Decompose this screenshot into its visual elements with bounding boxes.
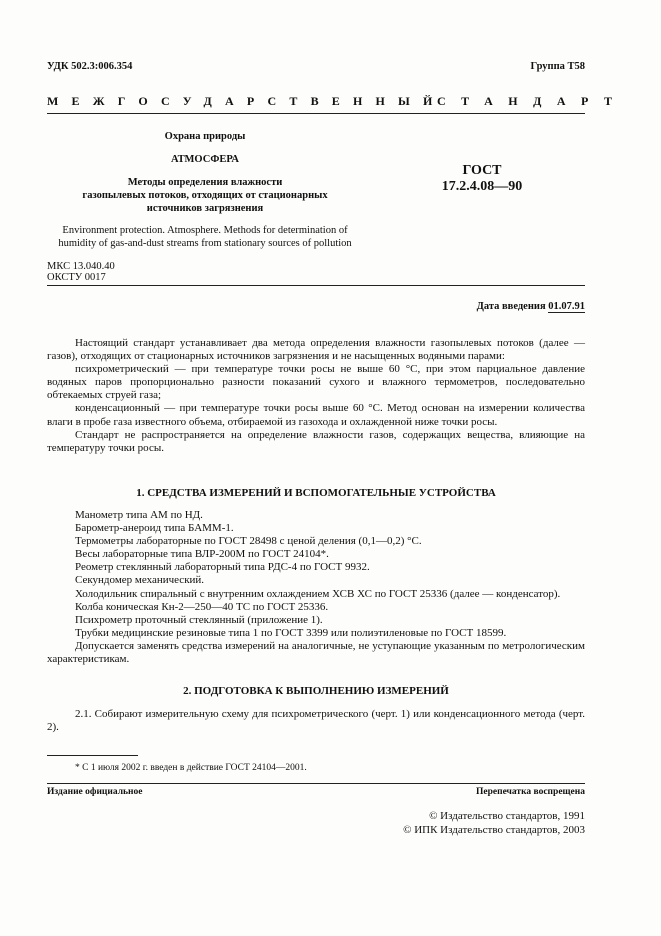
intro-paragraph-2: психрометрический — при температуре точки росы не выше 60 °С, при этом парциальное давление водяных паров пропорционально разности показаний сухого и влажного термометров, последовательно обтекаемых струей газа;	[47, 363, 585, 402]
group-code: Группа Т58	[530, 61, 585, 72]
title-line-5: источников загрязнения	[146, 203, 264, 214]
section-1-title: 1. СРЕДСТВА ИЗМЕРЕНИЙ И ВСПОМОГАТЕЛЬНЫЕ УСТРОЙСТВА	[136, 487, 496, 499]
footnote-rule	[47, 755, 138, 756]
english-title-2: humidity of gas-and-dust streams from stationary sources of pollution	[58, 238, 352, 249]
header-rule	[47, 113, 585, 114]
copyright-1: © Издательство стандартов, 1991	[429, 810, 585, 822]
interstate-word-1: МЕЖГОСУДАРСТВЕННЫЙ	[47, 94, 446, 108]
intro-text	[47, 337, 585, 455]
interstate-word-2: СТАНДАРТ	[437, 94, 628, 108]
title-rule	[47, 285, 585, 286]
intro-date-value: 01.07.91	[548, 301, 585, 312]
list-item: Трубки медицинские резиновые типа 1 по ГОСТ 3399 или полиэтиленовые по ГОСТ 18599.	[75, 626, 507, 639]
list-item: Барометр-анероид типа БАММ-1.	[75, 522, 234, 535]
section-2-title: 2. ПОДГОТОВКА К ВЫПОЛНЕНИЮ ИЗМЕРЕНИЙ	[183, 685, 449, 697]
reprint-notice: Перепечатка воспрещена	[475, 787, 585, 797]
title-line-1: Охрана природы	[164, 131, 246, 142]
footnote: * С 1 июля 2002 г. введен в действие ГОСТ 24104—2001.	[75, 763, 307, 773]
gost-number: 17.2.4.08—90	[441, 179, 523, 194]
intro-paragraph-3: конденсационный — при температуре точки росы выше 60 °С. Метод основан на измерении количества влаги в пробе газа известного объема, отбираемой из газохода и охлажденной ниже точки росы.	[47, 402, 585, 428]
list-item: Реометр стеклянный лабораторный типа РДС-4 по ГОСТ 9932.	[75, 561, 370, 574]
list-item: Секундомер механический.	[75, 574, 205, 587]
section-2-text	[47, 708, 585, 734]
intro-date	[477, 301, 585, 312]
section-1-list	[47, 509, 585, 666]
intro-paragraph-1: Настоящий стандарт устанавливает два метода определения влажности газопылевых потоков (далее — газов), отходящих от стационарных источников загрязнения и не насыщенных водяными парами:	[47, 337, 585, 363]
list-item: Психрометр проточный стеклянный (приложение 1).	[75, 613, 323, 626]
footer-rule	[47, 783, 585, 784]
list-item: Весы лабораторные типа ВЛР-200М по ГОСТ 24104*.	[75, 548, 329, 561]
list-item: Манометр типа АМ по НД.	[75, 509, 203, 521]
title-line-4: газопылевых потоков, отходящих от стационарных	[82, 190, 328, 201]
list-item: Холодильник спиральный с внутренним охлаждением ХСВ ХС по ГОСТ 25336 (далее — конденсатор).	[75, 587, 561, 600]
intro-paragraph-4: Стандарт не распространяется на определение влажности газов, содержащих вещества, влияющие на температуру точки росы.	[47, 428, 585, 454]
list-item: Термометры лабораторные по ГОСТ 28498 с ценой деления (0,1—0,2) °С.	[75, 535, 422, 548]
intro-date-label: Дата введения	[476, 301, 546, 312]
okstu-code: ОКСТУ 0017	[47, 272, 106, 283]
mks-code: МКС 13.040.40	[47, 261, 115, 272]
official-edition: Издание официальное	[47, 787, 143, 797]
english-title-1: Environment protection. Atmosphere. Methods for determination of	[62, 225, 348, 236]
copyright-2: © ИПК Издательство стандартов, 2003	[403, 824, 585, 836]
section-2-paragraph-1: 2.1. Собирают измерительную схему для психрометрического (черт. 1) или конденсационного метода (черт. 2).	[47, 708, 585, 734]
list-item: Допускается заменять средства измерений на аналогичные, не уступающие указанным по метрологическим характеристикам.	[47, 639, 585, 666]
udk-code: УДК 502.3:006.354	[47, 61, 133, 72]
title-line-3: Методы определения влажности	[127, 177, 283, 188]
title-line-2: АТМОСФЕРА	[171, 154, 239, 165]
gost-label: ГОСТ	[462, 163, 502, 178]
list-item: Колба коническая Кн-2—250—40 ТС по ГОСТ 25336.	[75, 600, 329, 613]
